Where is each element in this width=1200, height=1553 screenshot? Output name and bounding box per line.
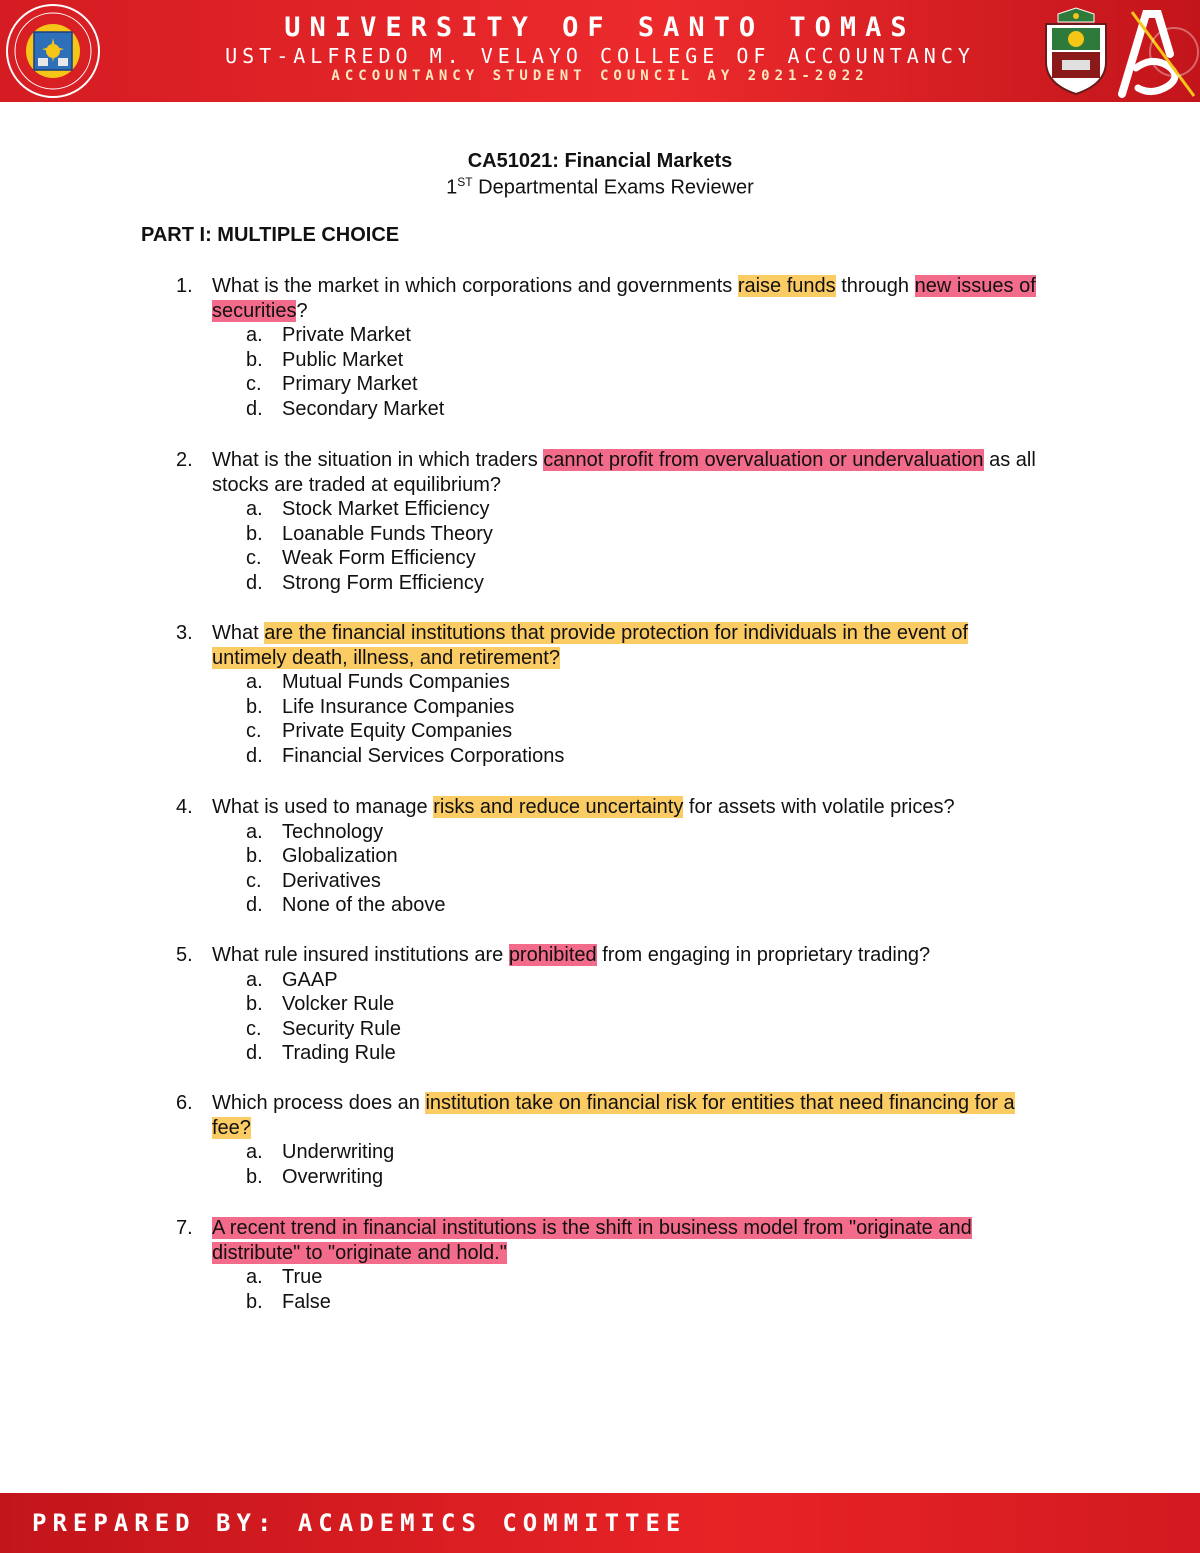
option-text: Globalization bbox=[282, 845, 398, 867]
option-letter: b. bbox=[246, 1165, 263, 1188]
option-list bbox=[141, 968, 1041, 1066]
answer-option bbox=[246, 1165, 1041, 1190]
option-letter: b. bbox=[246, 522, 263, 545]
option-text: Private Equity Companies bbox=[282, 720, 513, 742]
option-letter: a. bbox=[246, 671, 263, 693]
question-text-segment: What is used to manage bbox=[212, 796, 434, 818]
highlighted-text: raise funds bbox=[737, 275, 836, 297]
option-letter: a. bbox=[246, 1141, 263, 1163]
answer-option bbox=[246, 522, 1041, 547]
option-text: Underwriting bbox=[282, 1141, 395, 1163]
question-item bbox=[141, 274, 1041, 421]
answer-option bbox=[246, 323, 1041, 348]
option-letter: a. bbox=[246, 1266, 263, 1288]
question-text-segment: ? bbox=[296, 299, 308, 322]
highlighted-text: A recent trend in financial institutions is the shift in business model from "originate and distribute" to "originate and hold." bbox=[212, 1217, 972, 1264]
college-name: UST-ALFREDO M. VELAYO COLLEGE OF ACCOUNTANCY bbox=[225, 44, 975, 68]
option-letter: b. bbox=[246, 845, 263, 867]
answer-option bbox=[246, 820, 1041, 845]
option-list bbox=[141, 497, 1041, 595]
option-text: Mutual Funds Companies bbox=[282, 671, 510, 693]
answer-option bbox=[246, 497, 1041, 522]
option-text: Primary Market bbox=[282, 373, 418, 395]
highlighted-text: cannot profit from overvaluation or undervaluation bbox=[543, 449, 984, 471]
option-letter: c. bbox=[246, 1017, 262, 1040]
question-text bbox=[212, 795, 1041, 820]
answer-option bbox=[246, 744, 1041, 769]
question-text bbox=[212, 274, 1041, 323]
answer-option bbox=[246, 372, 1041, 397]
question-number: 4. bbox=[176, 796, 193, 818]
question-item bbox=[141, 1091, 1041, 1189]
option-list bbox=[141, 670, 1041, 768]
option-letter: b. bbox=[246, 695, 263, 718]
question-text-segment: for assets with volatile prices? bbox=[683, 796, 955, 818]
page-footer bbox=[0, 1493, 1200, 1553]
option-text: GAAP bbox=[282, 968, 338, 991]
answer-option bbox=[246, 893, 1041, 918]
option-text: Life Insurance Companies bbox=[282, 695, 515, 718]
option-text: Public Market bbox=[282, 348, 404, 371]
question-text-segment: through bbox=[835, 275, 915, 297]
answer-option bbox=[246, 571, 1041, 596]
option-letter: d. bbox=[246, 744, 263, 767]
option-letter: d. bbox=[246, 571, 263, 594]
question-text bbox=[212, 448, 1041, 497]
option-text: Overwriting bbox=[282, 1165, 384, 1188]
subtitle-ordinal: ST bbox=[457, 175, 473, 189]
question-text-segment: What is the situation in which traders bbox=[212, 449, 544, 471]
document-title: CA51021: Financial Markets bbox=[467, 150, 733, 172]
option-letter: b. bbox=[246, 348, 263, 371]
asc-logo-icon bbox=[1112, 6, 1200, 102]
footer-text: PREPARED BY: ACADEMICS COMMITTEE bbox=[32, 1509, 687, 1537]
highlighted-text: are the financial institutions that provide protection for individuals in the event of untimely death, illness, and retirement? bbox=[212, 622, 968, 669]
option-list bbox=[141, 1265, 1041, 1314]
question-item bbox=[141, 795, 1041, 918]
answer-option bbox=[246, 719, 1041, 744]
question-number: 1. bbox=[176, 275, 193, 297]
question-text-segment: What is the market in which corporations and governments bbox=[212, 275, 738, 297]
option-letter: d. bbox=[246, 397, 263, 420]
option-letter: a. bbox=[246, 968, 263, 991]
option-text: True bbox=[282, 1266, 323, 1288]
option-text: Derivatives bbox=[282, 869, 381, 892]
option-text: Technology bbox=[282, 820, 384, 843]
option-letter: c. bbox=[246, 373, 262, 395]
question-item bbox=[141, 943, 1041, 1066]
highlighted-text: prohibited bbox=[508, 944, 597, 966]
option-letter: c. bbox=[246, 720, 262, 742]
answer-option bbox=[246, 695, 1041, 720]
option-text: Trading Rule bbox=[282, 1042, 396, 1064]
option-letter: b. bbox=[246, 1290, 263, 1313]
subtitle-text: Departmental Exams Reviewer bbox=[472, 176, 754, 199]
option-text: Stock Market Efficiency bbox=[282, 498, 490, 520]
question-item bbox=[141, 1216, 1041, 1314]
council-name: ACCOUNTANCY STUDENT COUNCIL AY 2021-2022 bbox=[331, 68, 869, 84]
question-number: 2. bbox=[176, 449, 193, 471]
answer-option bbox=[246, 992, 1041, 1017]
part-heading: PART I: MULTIPLE CHOICE bbox=[141, 224, 400, 246]
question-text-segment: What rule insured institutions are bbox=[212, 944, 509, 966]
university-name: UNIVERSITY OF SANTO TOMAS bbox=[284, 12, 916, 43]
question-number: 5. bbox=[176, 944, 193, 966]
document-subtitle bbox=[0, 175, 1200, 200]
option-text: Volcker Rule bbox=[282, 993, 395, 1015]
option-text: None of the above bbox=[282, 894, 446, 916]
answer-option bbox=[246, 1265, 1041, 1290]
option-text: Strong Form Efficiency bbox=[282, 571, 484, 594]
option-letter: a. bbox=[246, 498, 263, 520]
option-list bbox=[141, 820, 1041, 918]
option-letter: b. bbox=[246, 993, 263, 1015]
question-text bbox=[212, 1091, 1041, 1140]
question-text bbox=[212, 621, 1041, 670]
question-number: 6. bbox=[176, 1092, 193, 1114]
answer-option bbox=[246, 1041, 1041, 1066]
option-text: Financial Services Corporations bbox=[282, 744, 565, 767]
option-text: False bbox=[282, 1290, 331, 1313]
answer-option bbox=[246, 348, 1041, 373]
answer-option bbox=[246, 1290, 1041, 1315]
option-letter: a. bbox=[246, 820, 263, 843]
question-text-segment: Which process does an bbox=[212, 1092, 426, 1114]
page-header bbox=[0, 0, 1200, 102]
option-text: Loanable Funds Theory bbox=[282, 522, 493, 545]
answer-option bbox=[246, 844, 1041, 869]
highlighted-text: risks and reduce uncertainty bbox=[433, 796, 684, 818]
answer-option bbox=[246, 1140, 1041, 1165]
question-text-segment: from engaging in proprietary trading? bbox=[596, 944, 931, 966]
subtitle-number: 1 bbox=[446, 176, 458, 199]
question-item bbox=[141, 448, 1041, 595]
option-text: Security Rule bbox=[282, 1017, 401, 1040]
highlighted-text: institution take on financial risk for entities that need financing for a fee? bbox=[212, 1092, 1015, 1139]
option-list bbox=[141, 1140, 1041, 1189]
answer-option bbox=[246, 670, 1041, 695]
question-text-segment: What bbox=[212, 622, 265, 644]
answer-option bbox=[246, 397, 1041, 422]
option-text: Secondary Market bbox=[282, 397, 445, 420]
option-letter: c. bbox=[246, 869, 262, 892]
question-item bbox=[141, 621, 1041, 768]
question-text bbox=[212, 1216, 1041, 1265]
question-text bbox=[212, 943, 1041, 968]
option-letter: c. bbox=[246, 547, 262, 569]
answer-option bbox=[246, 1017, 1041, 1042]
college-crest-icon bbox=[1038, 6, 1114, 101]
question-text-segment: as all stocks are traded at equilibrium? bbox=[212, 449, 1036, 496]
question-number: 3. bbox=[176, 622, 193, 644]
question-number: 7. bbox=[176, 1217, 193, 1239]
option-letter: d. bbox=[246, 894, 263, 916]
option-list bbox=[141, 323, 1041, 421]
option-letter: a. bbox=[246, 324, 263, 346]
answer-option bbox=[246, 968, 1041, 993]
option-text: Weak Form Efficiency bbox=[282, 547, 476, 569]
answer-option bbox=[246, 546, 1041, 571]
answer-option bbox=[246, 869, 1041, 894]
option-text: Private Market bbox=[282, 324, 411, 346]
highlighted-text: new issues of securities bbox=[212, 275, 1036, 322]
option-letter: d. bbox=[246, 1042, 263, 1064]
